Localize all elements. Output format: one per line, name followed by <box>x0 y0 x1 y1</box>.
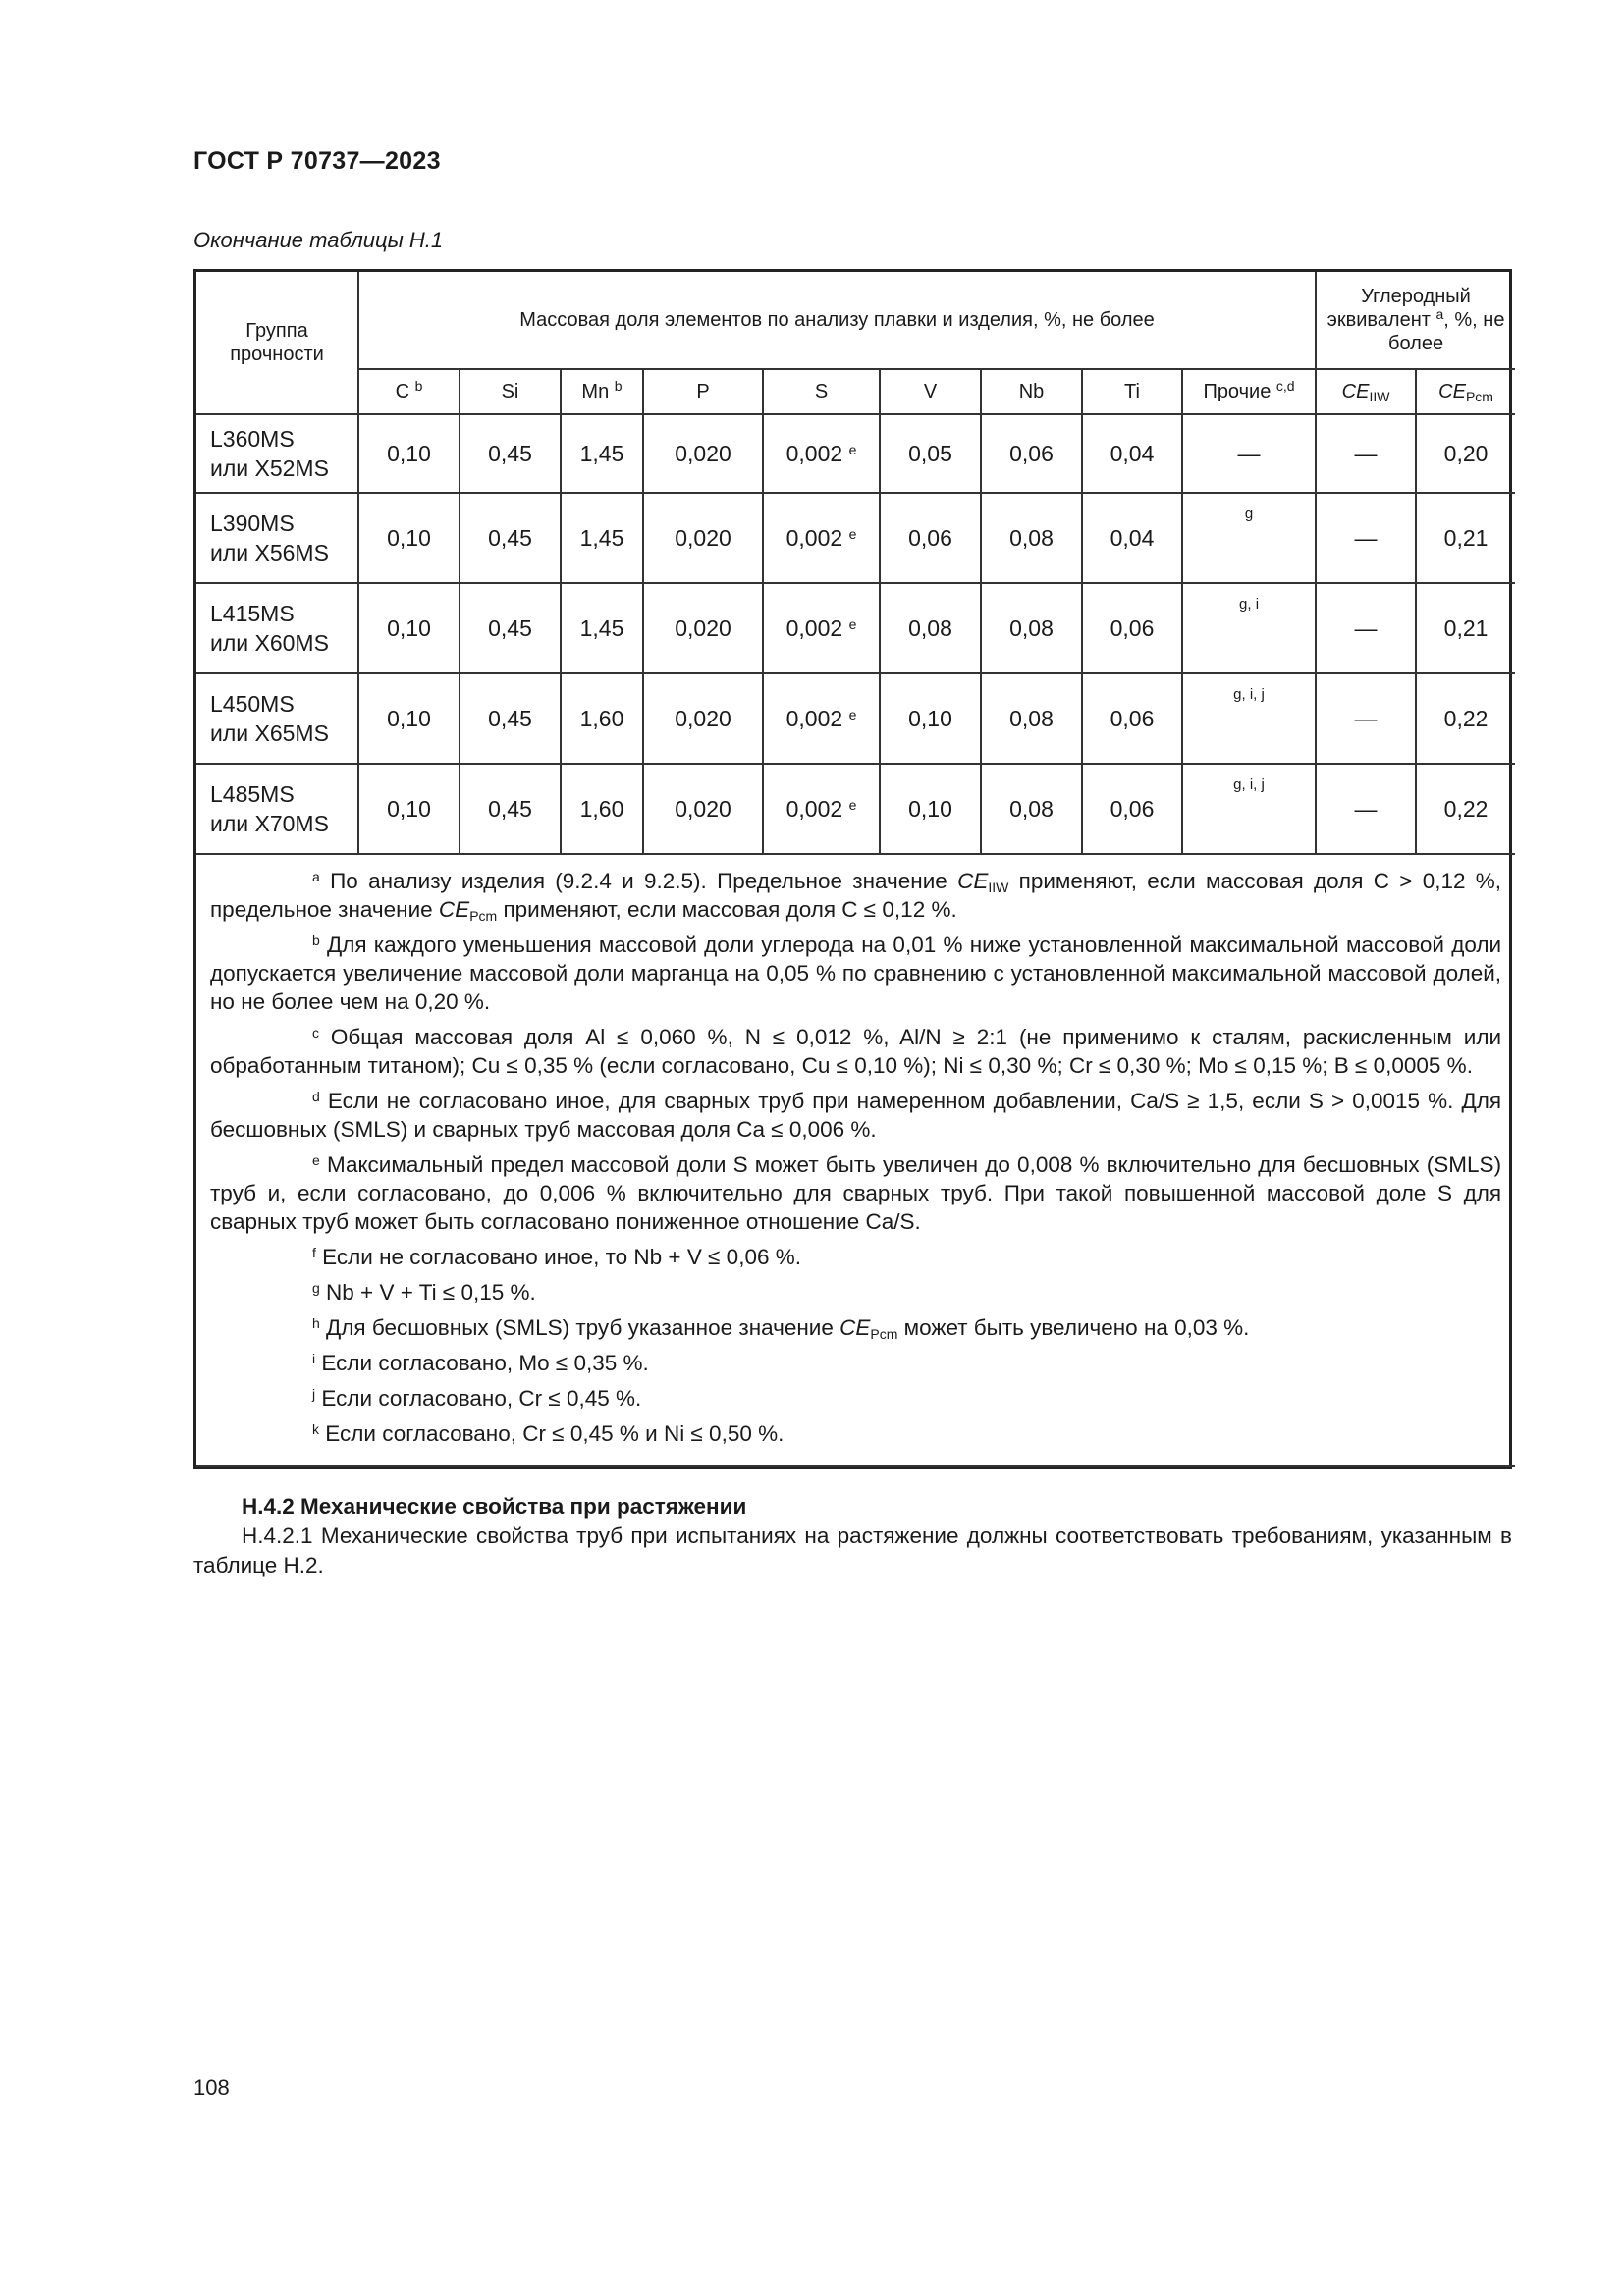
other-cell: — <box>1182 414 1316 493</box>
note-e: $^e$ Максимальный предел массовой доли S может быть увеличен до 0,008 % включительно для бесшовных (SMLS) труб и, если согласовано, до 0,006 % включительно для сварных труб. При такой повышенной массовой доле S для сварных труб может быть согласовано пониженное отношение Ca/S. <box>210 1152 1502 1234</box>
si-cell: 0,45 <box>460 414 561 493</box>
nb-cell: 0,06 <box>981 414 1082 493</box>
v-cell: 0,10 <box>880 764 981 854</box>
p-cell: 0,020 <box>643 583 763 673</box>
table-row <box>196 414 1515 493</box>
mn-cell: 1,45 <box>561 414 643 493</box>
note-a: $^a$ По анализу изделия (9.2.4 и 9.2.5). Предельное значение $CE_{IIW}$ применяют, если массовая доля C > 0,12 %, предельное значение $CE_{Pcm}$ применяют, если массовая доля C ≤ 0,12 %. <box>210 869 1502 924</box>
ce-pcm-cell: 0,22 <box>1416 764 1515 854</box>
c-cell: 0,10 <box>358 493 460 583</box>
element-header-nb: Nb <box>981 369 1082 414</box>
element-header-row <box>196 369 1515 414</box>
v-cell: 0,10 <box>880 673 981 764</box>
ce-pcm-cell: 0,21 <box>1416 493 1515 583</box>
ti-cell: 0,06 <box>1082 583 1182 673</box>
element-header-si: Si <box>460 369 561 414</box>
p-cell: 0,020 <box>643 673 763 764</box>
ce-pcm-cell: 0,22 <box>1416 673 1515 764</box>
s-cell: 0,002 $^e$ <box>763 673 880 764</box>
p-cell: 0,020 <box>643 493 763 583</box>
mn-cell: 1,60 <box>561 673 643 764</box>
ce-pcm-header: $CE_{Pcm}$ <box>1416 369 1515 414</box>
ce-iiw-cell: — <box>1316 414 1416 493</box>
ce-pcm-cell: 0,20 <box>1416 414 1515 493</box>
c-cell: 0,10 <box>358 764 460 854</box>
ce-iiw-cell: — <box>1316 583 1416 673</box>
table-grid <box>196 272 1515 1467</box>
note-f: $^f$ Если не согласовано иное, то Nb + V ≤ 0,06 %. <box>312 1245 801 1269</box>
element-header-mn: Mn $^b$ <box>561 369 643 414</box>
s-cell: 0,002 $^e$ <box>763 764 880 854</box>
ce-iiw-cell: — <box>1316 764 1416 854</box>
strength-group-header: Группа прочности <box>196 272 358 414</box>
grade-cell: L415MS или X60MS <box>196 583 358 673</box>
v-cell: 0,06 <box>880 493 981 583</box>
header-row <box>196 272 1515 369</box>
ce-pcm-cell: 0,21 <box>1416 583 1515 673</box>
v-cell: 0,08 <box>880 583 981 673</box>
other-cell: g, i, j <box>1182 673 1316 764</box>
grade-cell: L390MS или X56MS <box>196 493 358 583</box>
table-row <box>196 583 1515 673</box>
table-notes <box>196 854 1515 1466</box>
ti-cell: 0,06 <box>1082 673 1182 764</box>
si-cell: 0,45 <box>460 673 561 764</box>
note-d: $^d$ Если не согласовано иное, для сварных труб при намеренном добавлении, Ca/S ≥ 1,5, если S > 0,0015 %. Для бесшовных (SMLS) и сварных труб массовая доля Ca ≤ 0,006 %. <box>210 1089 1502 1142</box>
table-row <box>196 673 1515 764</box>
ce-iiw-header: $CE_{IIW}$ <box>1316 369 1416 414</box>
v-cell: 0,05 <box>880 414 981 493</box>
nb-cell: 0,08 <box>981 583 1082 673</box>
note-j: $^j$ Если согласовано, Cr ≤ 0,45 %. <box>312 1386 642 1411</box>
page-number: 108 <box>193 2075 230 2100</box>
other-cell: g <box>1182 493 1316 583</box>
note-k: $^k$ Если согласовано, Cr ≤ 0,45 % и Ni ≤ 0,50 %. <box>312 1421 785 1446</box>
other-cell: g, i <box>1182 583 1316 673</box>
si-cell: 0,45 <box>460 764 561 854</box>
element-header-p: P <box>643 369 763 414</box>
nb-cell: 0,08 <box>981 493 1082 583</box>
grade-cell: L450MS или X65MS <box>196 673 358 764</box>
note-g: $^g$ Nb + V + Ti ≤ 0,15 %. <box>312 1280 536 1305</box>
section-paragraph: Н.4.2.1 Механические свойства труб при испытаниях на растяжение должны соответствовать требованиям, указанным в таблице Н.2. <box>193 1523 1512 1577</box>
si-cell: 0,45 <box>460 583 561 673</box>
notes-row <box>196 854 1515 1466</box>
p-cell: 0,020 <box>643 414 763 493</box>
note-b: $^b$ Для каждого уменьшения массовой доли углерода на 0,01 % ниже установленной максимальной массовой доли допускается увеличение массовой доли марганца на 0,05 % по сравнению с установленной максимальной массовой долей, но не более чем на 0,20 %. <box>210 933 1502 1014</box>
chemical-composition-table <box>193 269 1512 1469</box>
note-h: $^h$ Для бесшовных (SMLS) труб указанное значение $CE_{Pcm}$ может быть увеличено на 0,03 %. <box>312 1315 1250 1342</box>
p-cell: 0,020 <box>643 764 763 854</box>
ce-iiw-cell: — <box>1316 673 1416 764</box>
grade-cell: L485MS или X70MS <box>196 764 358 854</box>
ti-cell: 0,04 <box>1082 414 1182 493</box>
ti-cell: 0,04 <box>1082 493 1182 583</box>
table-caption: Окончание таблицы Н.1 <box>193 228 444 252</box>
s-cell: 0,002 $^e$ <box>763 583 880 673</box>
nb-cell: 0,08 <box>981 673 1082 764</box>
table-row <box>196 764 1515 854</box>
ti-cell: 0,06 <box>1082 764 1182 854</box>
note-c: $^c$ Общая массовая доля Al ≤ 0,060 %, N ≤ 0,012 %, Al/N ≥ 2:1 (не применимо к сталям, раскисленным или обработанным титаном); Cu ≤ 0,35 % (если согласовано, Cu ≤ 0,10 %); Ni ≤ 0,30 %; Cr ≤ 0,30 %; Mo ≤ 0,15 %; B ≤ 0,0005 %. <box>210 1025 1502 1078</box>
section-title: Н.4.2 Механические свойства при растяжении <box>242 1494 747 1519</box>
mn-cell: 1,45 <box>561 493 643 583</box>
element-header-ti: Ti <box>1082 369 1182 414</box>
c-cell: 0,10 <box>358 414 460 493</box>
document-code: ГОСТ Р 70737—2023 <box>193 147 441 175</box>
nb-cell: 0,08 <box>981 764 1082 854</box>
carbon-equivalent-header: Углеродный эквивалент $^a$, %, не более <box>1316 272 1515 369</box>
note-i: $^i$ Если согласовано, Mo ≤ 0,35 %. <box>312 1351 649 1375</box>
mass-fraction-header: Массовая доля элементов по анализу плавки и изделия, %, не более <box>358 272 1316 369</box>
si-cell: 0,45 <box>460 493 561 583</box>
other-cell: g, i, j <box>1182 764 1316 854</box>
grade-cell: L360MS или X52MS <box>196 414 358 493</box>
c-cell: 0,10 <box>358 583 460 673</box>
element-header-c: C $^b$ <box>358 369 460 414</box>
element-header-other: Прочие $^{c,d}$ <box>1182 369 1316 414</box>
mn-cell: 1,45 <box>561 583 643 673</box>
s-cell: 0,002 $^e$ <box>763 414 880 493</box>
table-row <box>196 493 1515 583</box>
s-cell: 0,002 $^e$ <box>763 493 880 583</box>
ce-iiw-cell: — <box>1316 493 1416 583</box>
element-header-v: V <box>880 369 981 414</box>
c-cell: 0,10 <box>358 673 460 764</box>
mn-cell: 1,60 <box>561 764 643 854</box>
element-header-s: S <box>763 369 880 414</box>
